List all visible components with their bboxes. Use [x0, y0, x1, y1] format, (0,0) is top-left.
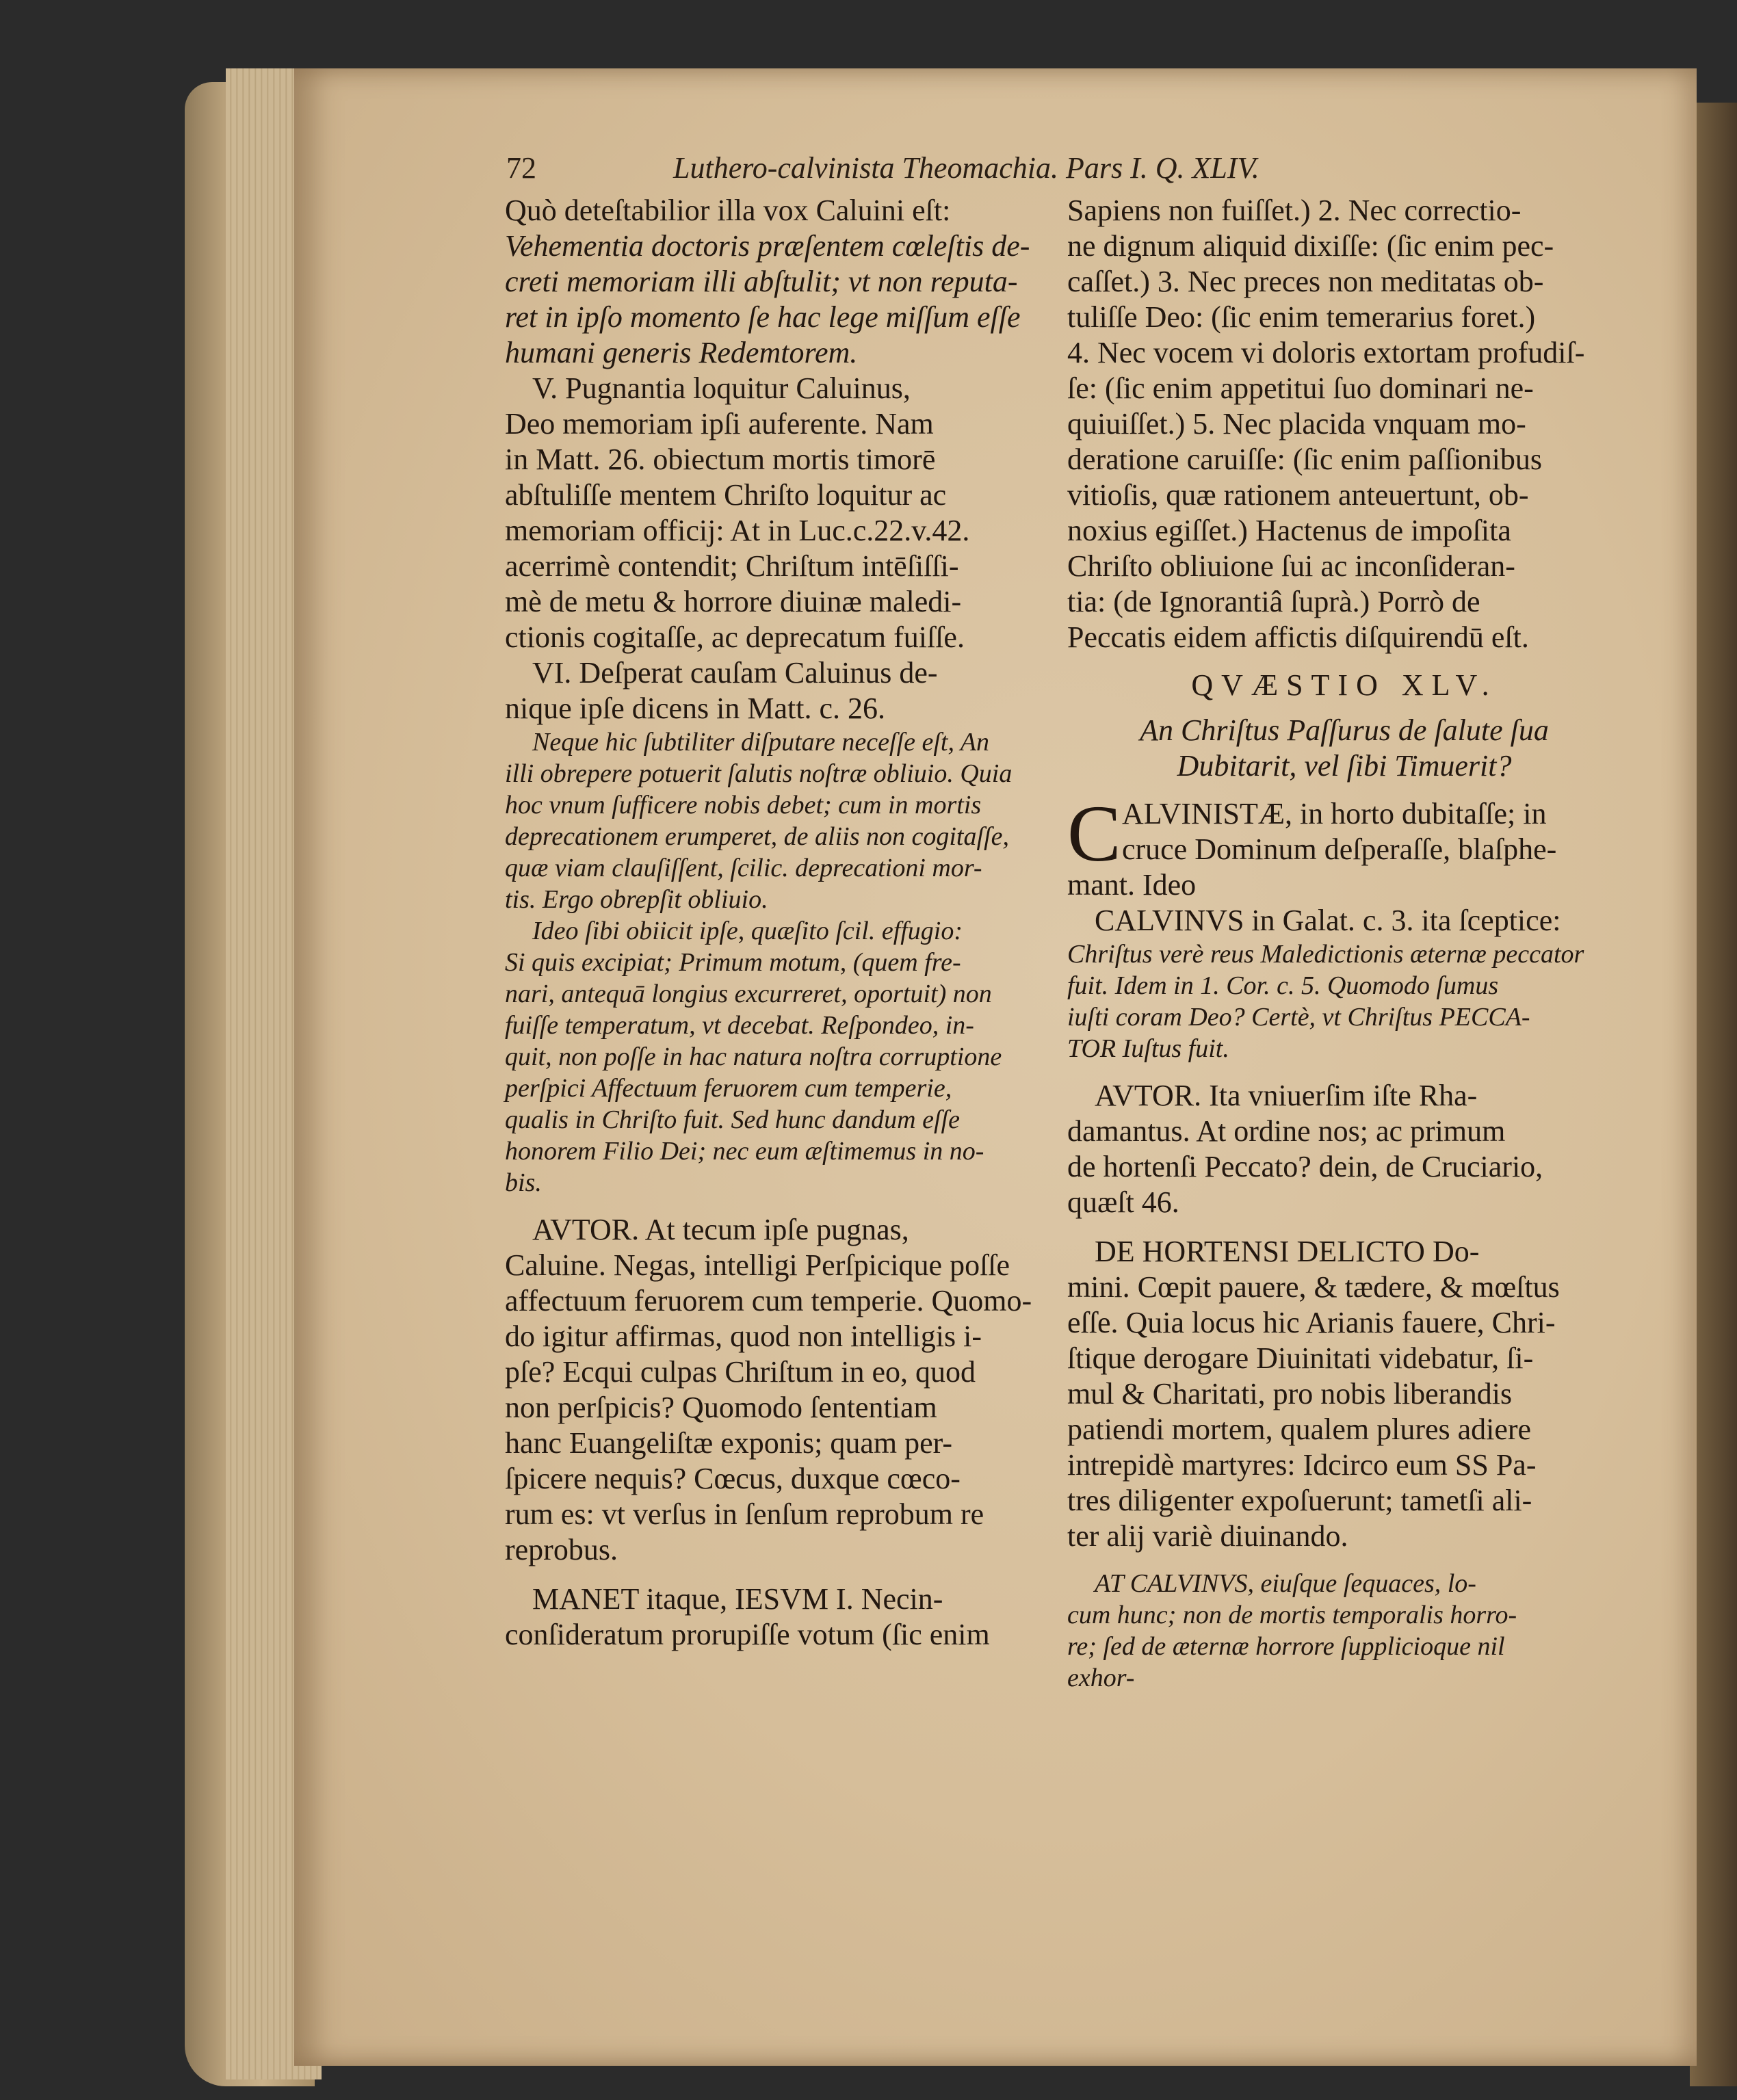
- text-line: abſtuliſſe mentem Chriſto loquitur ac: [505, 478, 947, 512]
- text-line: 4. Nec vocem vi doloris extortam profudiſ-: [1067, 336, 1585, 369]
- drop-capital: C: [1067, 789, 1121, 878]
- text-line: cruce Dominum deſperaſſe, blaſphe-: [1122, 832, 1557, 866]
- text-line: Chriſtus verè reus Maledictionis æternæ peccator: [1067, 940, 1584, 969]
- text-line: Vehementia doctoris præſentem cœleſtis de-: [505, 229, 1030, 263]
- text-line: ne dignum aliquid dixiſſe: (ſic enim pec-: [1067, 229, 1554, 263]
- text-line: fuit. Idem in 1. Cor. c. 5. Quomodo ſumus: [1067, 971, 1499, 1000]
- text-line: Sapiens non fuiſſet.) 2. Nec correctio-: [1067, 194, 1521, 227]
- text-line: DE HORTENSI DELICTO Do-: [1095, 1235, 1480, 1268]
- text-line: conſideratum prorupiſſe votum (ſic enim: [505, 1618, 990, 1651]
- text-line: AT CALVINVS, eiuſque ſequaces, lo-: [1095, 1569, 1476, 1598]
- text-line: Deo memoriam ipſi auferente. Nam: [505, 407, 934, 441]
- text-line: ſtique derogare Diuinitati videbatur, ſi-: [1067, 1341, 1534, 1375]
- text-line: exhor-: [1067, 1664, 1135, 1692]
- text-line: reprobus.: [505, 1533, 618, 1566]
- text-line: ctionis cogitaſſe, ac deprecatum fuiſſe.: [505, 620, 965, 654]
- text-line: tuliſſe Deo: (ſic enim temerarius foret.): [1067, 300, 1536, 334]
- left-column: [505, 193, 1039, 1653]
- question-title-line-2: Dubitarit, vel ſibi Timuerit?: [1177, 749, 1512, 783]
- text-line: Quò deteſtabilior illa vox Caluini eſt:: [505, 194, 951, 227]
- text-line: memoriam officij: At in Luc.c.22.v.42.: [505, 514, 970, 547]
- text-line: vitioſis, quæ rationem anteuertunt, ob-: [1067, 478, 1529, 512]
- text-line: mul & Charitati, pro nobis liberandis: [1067, 1377, 1513, 1410]
- text-line: intrepidè martyres: Idcirco eum SS Pa-: [1067, 1448, 1537, 1482]
- text-line: TOR Iuſtus fuit.: [1067, 1034, 1229, 1063]
- text-line: AVTOR. Ita vniuerſim iſte Rha-: [1095, 1079, 1478, 1112]
- text-line: nari, antequā longius excurreret, oportuit) non: [505, 980, 992, 1008]
- facing-page-edge: [1690, 103, 1737, 2086]
- text-line: Ideo ſibi obiicit ipſe, quæſito ſcil. effugio:: [532, 917, 963, 945]
- text-line: perſpici Affectuum feruorem cum temperie,: [505, 1074, 952, 1103]
- text-line: humani generis Redemtorem.: [505, 336, 858, 369]
- text-line: Chriſto obliuione ſui ac inconſideran-: [1067, 549, 1515, 583]
- text-line: eſſe. Quia locus hic Arianis fauere, Chri-: [1067, 1306, 1556, 1339]
- text-line: patiendi mortem, qualem plures adiere: [1067, 1413, 1532, 1446]
- text-line: quiuiſſet.) 5. Nec placida vnquam mo-: [1067, 407, 1526, 441]
- text-line: Si quis excipiat; Primum motum, (quem fre-: [505, 948, 961, 977]
- text-line: quæſt 46.: [1067, 1185, 1179, 1219]
- text-line: AVTOR. At tecum ipſe pugnas,: [532, 1213, 909, 1246]
- text-line: MANET itaque, IESVM I. Necin-: [532, 1582, 943, 1616]
- text-line: caſſet.) 3. Nec preces non meditatas ob-: [1067, 265, 1544, 298]
- text-line: do igitur affirmas, quod non intelligis i-: [505, 1320, 982, 1353]
- text-line: ter alij variè diuinando.: [1067, 1519, 1348, 1553]
- text-line: Peccatis eidem affictis diſquirendū eſt.: [1067, 620, 1529, 654]
- text-line: tres diligenter expoſuerunt; tametſi ali-: [1067, 1484, 1532, 1517]
- text-line: V. Pugnantia loquitur Caluinus,: [532, 371, 911, 405]
- text-line: honorem Filio Dei; nec eum æſtimemus in no-: [505, 1137, 984, 1166]
- text-line: ALVINISTÆ, in horto dubitaſſe; in: [1122, 797, 1547, 830]
- text-line: ſpicere nequis? Cœcus, duxque cœco-: [505, 1462, 961, 1495]
- text-line: cum hunc; non de mortis temporalis horro-: [1067, 1601, 1517, 1629]
- text-line: non perſpicis? Quomodo ſententiam: [505, 1391, 937, 1424]
- text-line: re; ſed de æternæ horrore ſupplicioque nil: [1067, 1632, 1505, 1661]
- text-line: ſe: (ſic enim appetitui ſuo dominari ne-: [1067, 371, 1534, 405]
- text-line: mant. Ideo: [1067, 868, 1197, 902]
- text-line: mè de metu & horrore diuinæ maledi-: [505, 585, 962, 618]
- question-heading: QVÆSTIO XLV.: [1191, 668, 1498, 702]
- text-line: damantus. At ordine nos; ac primum: [1067, 1114, 1506, 1148]
- text-line: fuiſſe temperatum, vt decebat. Reſpondeo, in-: [505, 1011, 974, 1040]
- text-line: illi obrepere potuerit ſalutis noſtræ obliuio. Quia: [505, 759, 1013, 788]
- text-line: ret in ipſo momento ſe hac lege miſſum eſſe: [505, 300, 1021, 334]
- text-line: quæ viam clauſiſſent, ſcilic. deprecationi mor-: [505, 854, 982, 882]
- text-line: VI. Deſperat cauſam Caluinus de-: [532, 656, 938, 690]
- text-line: nique ipſe dicens in Matt. c. 26.: [505, 692, 885, 725]
- text-line: noxius egiſſet.) Hactenus de impoſita: [1067, 514, 1511, 547]
- running-head: [506, 147, 1409, 188]
- page-number: 72: [506, 150, 536, 185]
- text-line: rum es: vt verſus in ſenſum reprobum re: [505, 1497, 984, 1531]
- text-line: hoc vnum ſufficere nobis debet; cum in mortis: [505, 791, 982, 819]
- text-line: CALVINVS in Galat. c. 3. ita ſceptice:: [1095, 904, 1561, 937]
- text-line: in Matt. 26. obiectum mortis timorē: [505, 443, 936, 476]
- right-column: [1067, 193, 1621, 1694]
- text-line: tis. Ergo obrepſit obliuio.: [505, 885, 768, 914]
- text-line: bis.: [505, 1168, 542, 1197]
- text-line: creti memoriam illi abſtulit; vt non reputa-: [505, 265, 1018, 298]
- question-title-line-1: An Chriſtus Paſſurus de ſalute ſua: [1140, 713, 1549, 747]
- text-line: affectuum feruorem cum temperie. Quomo-: [505, 1284, 1032, 1317]
- text-line: quit, non poſſe in hac natura noſtra corruptione: [505, 1042, 1002, 1071]
- text-line: deratione caruiſſe: (ſic enim paſſionibus: [1067, 443, 1542, 476]
- text-line: tia: (de Ignorantiâ ſuprà.) Porrò de: [1067, 585, 1480, 618]
- running-head-title: Luthero-calvinista Theomachia. Pars I. Q. XLIV.: [673, 150, 1259, 185]
- text-line: Caluine. Negas, intelligi Perſpicique poſſe: [505, 1248, 1010, 1282]
- text-line: pſe? Ecqui culpas Chriſtum in eo, quod: [505, 1355, 976, 1389]
- dropcap-block: [1067, 789, 1621, 1694]
- text-line: qualis in Chriſto fuit. Sed hunc dandum eſſe: [505, 1105, 960, 1134]
- text-line: hanc Euangeliſtæ exponis; quam per-: [505, 1426, 953, 1460]
- text-line: mini. Cœpit pauere, & tædere, & mœſtus: [1067, 1270, 1560, 1304]
- text-line: de hortenſi Peccato? dein, de Cruciario,: [1067, 1150, 1543, 1183]
- text-line: acerrimè contendit; Chriſtum intēſiſſi-: [505, 549, 959, 583]
- text-line: deprecationem erumperet, de aliis non cogitaſſe,: [505, 822, 1009, 851]
- text-line: Neque hic ſubtiliter diſputare neceſſe eſt, An: [532, 728, 990, 757]
- text-line: iuſti coram Deo? Certè, vt Chriſtus PECCA-: [1067, 1003, 1530, 1032]
